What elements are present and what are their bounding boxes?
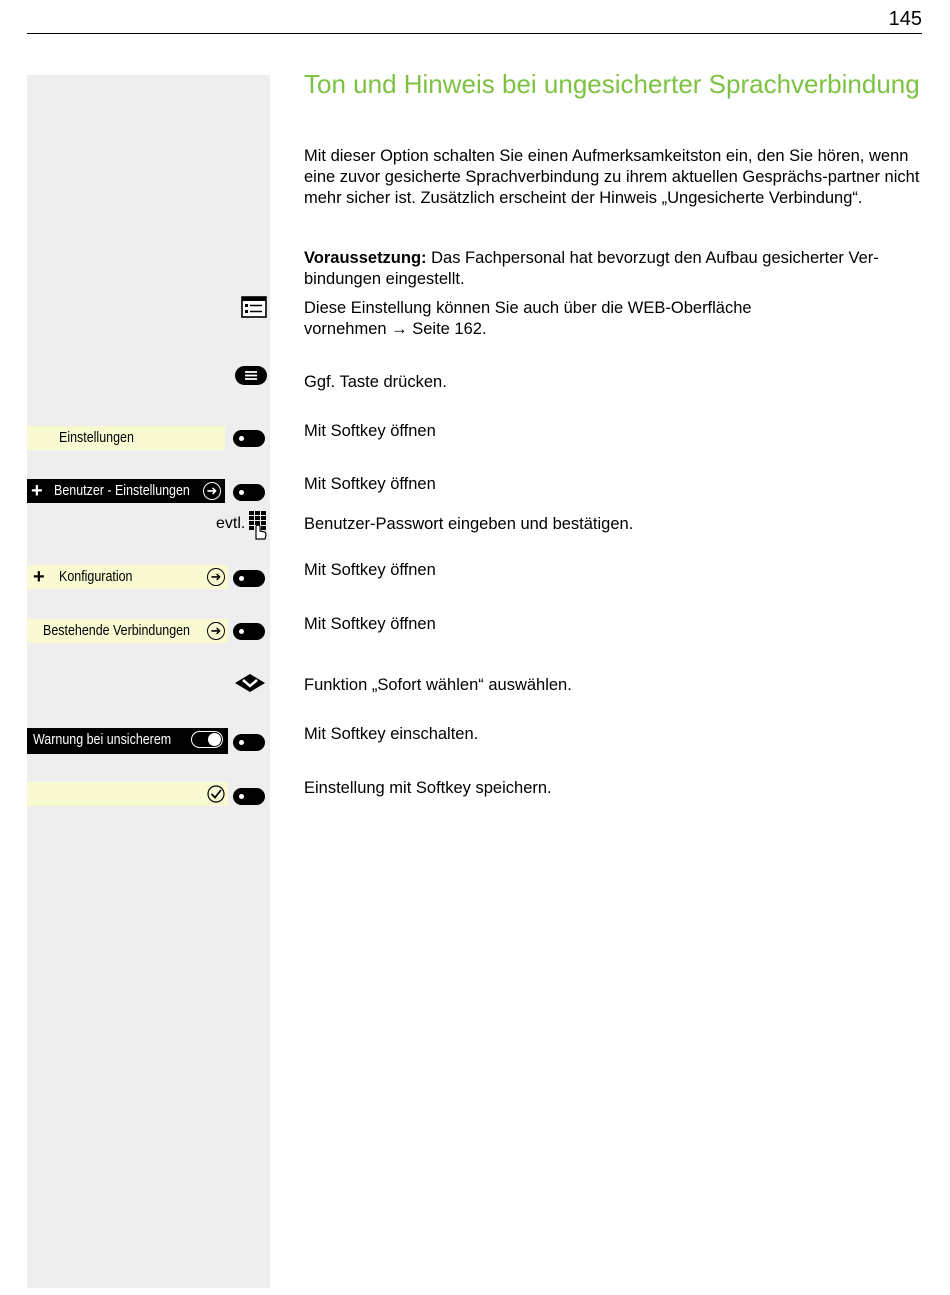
checkmark-icon xyxy=(207,785,225,803)
intro-paragraph: Mit dieser Option schalten Sie einen Aufmerksamkeitston ein, den Sie hören, wenn eine zuvor gesicherte Sprachverbindung zu ihrem aktuellen Gesprächs-partner nicht mehr sicher ist. Zusätzlich erscheint der Hinweis „Ungesicherte Verbindung“. xyxy=(304,147,920,207)
arrow-right-circle-icon: ➜ xyxy=(203,482,221,500)
menu-item-einstellungen xyxy=(27,426,225,450)
section-title: Ton und Hinweis bei ungesicherter Sprachverbindung xyxy=(304,69,920,99)
plus-icon: + xyxy=(33,566,45,588)
softkey-icon[interactable] xyxy=(233,734,265,751)
softkey-icon[interactable] xyxy=(233,623,265,640)
arrow-right-circle-icon: ➜ xyxy=(207,568,225,586)
step-text: Ggf. Taste drücken. xyxy=(304,373,447,391)
menu-item-warnung-bei-unsicherem xyxy=(27,728,228,754)
web-interface-icon xyxy=(241,296,267,318)
navigation-down-icon[interactable] xyxy=(234,673,266,693)
softkey-icon[interactable] xyxy=(233,484,265,501)
toggle-switch-on[interactable] xyxy=(191,731,223,748)
step-text: Einstellung mit Softkey speichern. xyxy=(304,779,552,797)
menu-label: Benutzer - Einstellungen xyxy=(54,483,190,499)
menu-item-bestehende-verbindungen xyxy=(27,619,228,643)
plus-icon: + xyxy=(31,480,43,502)
prerequisite-paragraph xyxy=(304,248,922,290)
step-text: Mit Softkey einschalten. xyxy=(304,725,479,743)
arrow-right-circle-icon: ➜ xyxy=(207,622,225,640)
header-rule xyxy=(27,33,922,34)
optional-label: evtl. xyxy=(216,515,246,532)
prerequisite-text: Das Fachpersonal hat bevorzugt den Aufbau gesicherter Ver-bindungen eingestellt. xyxy=(304,249,879,288)
menu-label: Konfiguration xyxy=(59,569,133,585)
menu-label: Bestehende Verbindungen xyxy=(43,623,191,639)
step-text: Funktion „Sofort wählen“ auswählen. xyxy=(304,676,572,694)
step-text: Mit Softkey öffnen xyxy=(304,615,436,633)
step-text: Mit Softkey öffnen xyxy=(304,422,436,440)
menu-label: Einstellungen xyxy=(59,430,134,446)
menu-key-icon[interactable] xyxy=(235,366,267,385)
menu-item-benutzer-einstellungen xyxy=(27,479,225,503)
menu-item-konfiguration xyxy=(27,565,228,589)
softkey-icon[interactable] xyxy=(233,570,265,587)
web-note-text: Diese Einstellung können Sie auch über die WEB-Oberfläche vornehmen → Seite 162. xyxy=(304,299,752,338)
softkey-icon[interactable] xyxy=(233,788,265,805)
prerequisite-label: Voraussetzung: xyxy=(304,249,427,267)
keypad-icon[interactable] xyxy=(248,510,268,540)
menu-item-save xyxy=(27,782,228,806)
menu-label: Warnung bei unsicherem xyxy=(33,732,172,748)
page-number: 145 xyxy=(888,8,922,30)
softkey-icon[interactable] xyxy=(233,430,265,447)
step-text: Mit Softkey öffnen xyxy=(304,561,436,579)
step-text: Mit Softkey öffnen xyxy=(304,475,436,493)
step-text: Benutzer-Passwort eingeben und bestätigen. xyxy=(304,515,634,533)
